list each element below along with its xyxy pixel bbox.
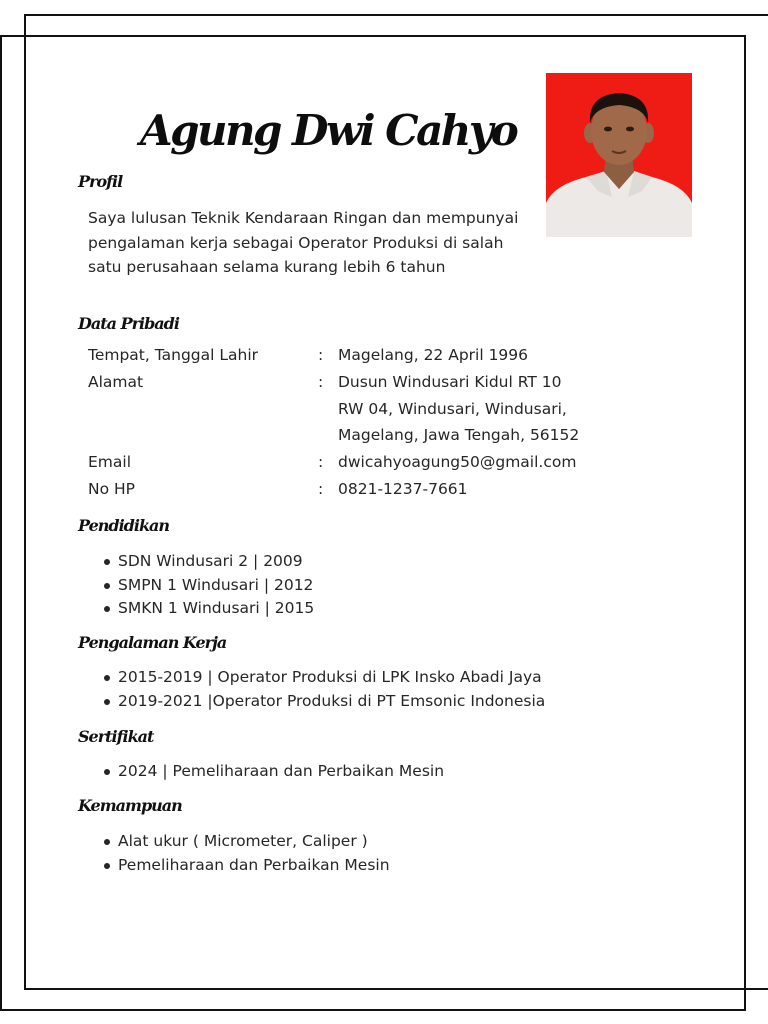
section-heading-profil: Profil bbox=[78, 172, 123, 191]
section-heading-pendidikan: Pendidikan bbox=[78, 516, 170, 535]
data-value: dwicahyoagung50@gmail.com bbox=[338, 453, 577, 471]
section-heading-sertifikat: Sertifikat bbox=[78, 727, 154, 746]
data-value-line: RW 04, Windusari, Windusari, bbox=[338, 399, 567, 418]
list-item: Alat ukur ( Micrometer, Caliper ) bbox=[102, 830, 390, 854]
list-item: 2024 | Pemeliharaan dan Perbaikan Mesin bbox=[102, 760, 444, 784]
data-colon: : bbox=[318, 373, 324, 391]
data-value-line: Dusun Windusari Kidul RT 10 bbox=[338, 373, 562, 391]
skills-list bbox=[102, 830, 390, 877]
data-label: Alamat bbox=[88, 373, 144, 391]
list-item: SDN Windusari 2 | 2009 bbox=[102, 550, 314, 574]
data-label: No HP bbox=[88, 480, 136, 498]
data-label: Tempat, Tanggal Lahir bbox=[88, 346, 259, 364]
list-item: 2015-2019 | Operator Produksi di LPK Insko Abadi Jaya bbox=[102, 666, 545, 690]
profile-photo bbox=[546, 73, 692, 237]
profile-description: Saya lulusan Teknik Kendaraan Ringan dan mempunyai pengalaman kerja sebagai Operator Produksi di salah satu perusahaan selama kurang lebih 6 tahun bbox=[88, 209, 519, 276]
data-colon: : bbox=[318, 480, 324, 498]
experience-list bbox=[102, 666, 545, 713]
education-list bbox=[102, 550, 314, 621]
data-value: Magelang, 22 April 1996 bbox=[338, 346, 529, 364]
cv-name-title: Agung Dwi Cahyo bbox=[140, 106, 517, 155]
list-item: SMPN 1 Windusari | 2012 bbox=[102, 574, 314, 598]
data-value-line: Magelang, Jawa Tengah, 56152 bbox=[338, 426, 580, 444]
list-item: Pemeliharaan dan Perbaikan Mesin bbox=[102, 854, 390, 878]
certificate-list bbox=[102, 760, 444, 784]
data-value: 0821-1237-7661 bbox=[338, 480, 468, 498]
section-heading-pengalaman-kerja: Pengalaman Kerja bbox=[78, 633, 227, 652]
section-heading-data-pribadi: Data Pribadi bbox=[78, 314, 179, 333]
list-item: 2019-2021 |Operator Produksi di PT Emsonic Indonesia bbox=[102, 690, 545, 714]
section-heading-kemampuan: Kemampuan bbox=[78, 796, 182, 815]
data-colon: : bbox=[318, 453, 324, 471]
data-colon: : bbox=[318, 346, 324, 364]
data-label: Email bbox=[88, 453, 132, 471]
list-item: SMKN 1 Windusari | 2015 bbox=[102, 597, 314, 621]
